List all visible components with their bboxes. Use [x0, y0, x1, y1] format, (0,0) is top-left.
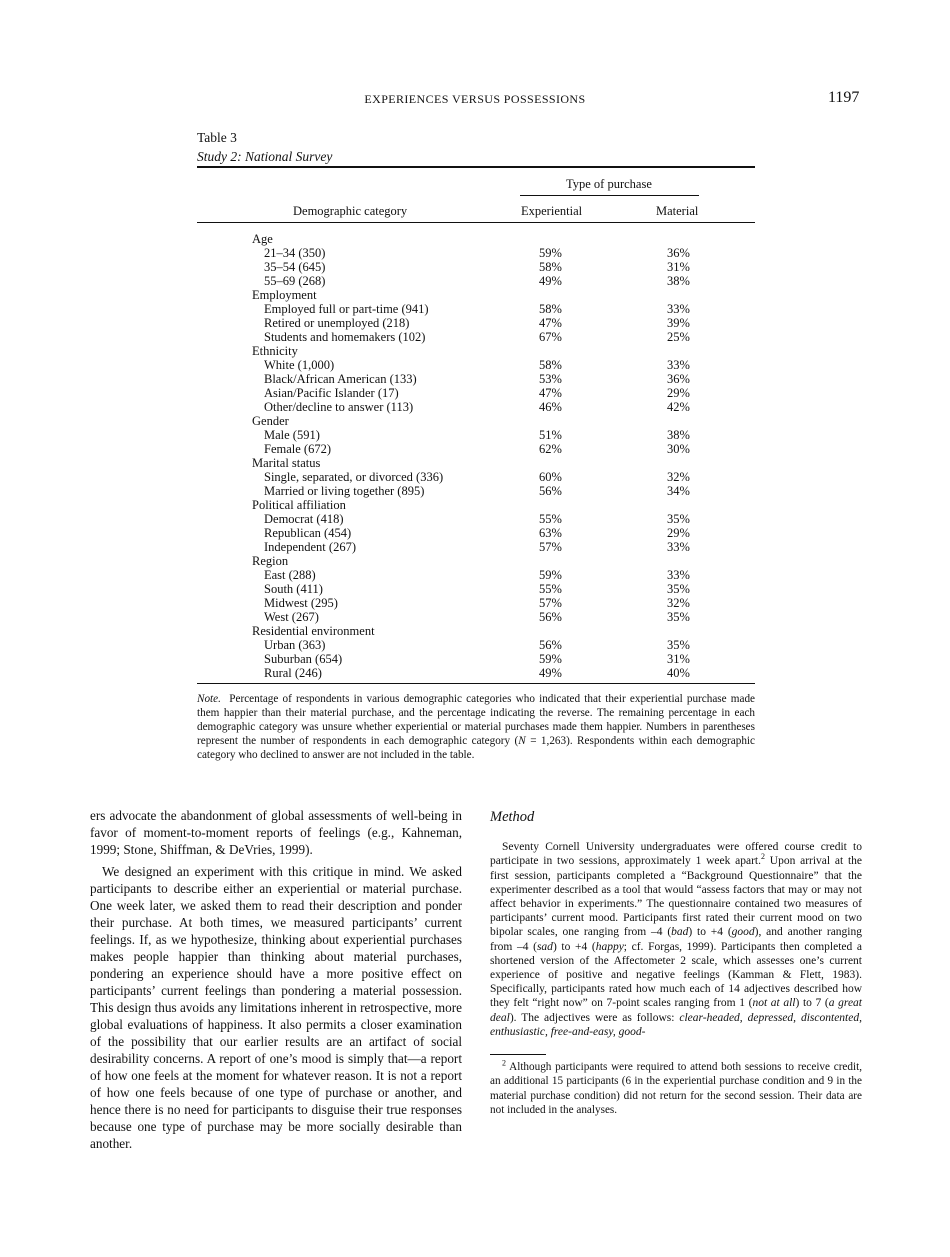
- table-row: [0, 386, 950, 400]
- table-row: [0, 316, 950, 330]
- table-row: [0, 666, 950, 680]
- method-italic: bad: [671, 926, 689, 939]
- experiential-value: 49%: [539, 666, 562, 680]
- material-value: 31%: [667, 652, 690, 666]
- row-label: 35–54 (645): [264, 260, 326, 274]
- table-label: Table 3: [197, 130, 237, 145]
- method-paragraph: [490, 840, 862, 1039]
- category-label: Region: [252, 554, 289, 568]
- table-row: [0, 330, 950, 344]
- category-row: [0, 554, 950, 568]
- method-text: ) to 7 (: [795, 997, 829, 1010]
- note-n-symbol: N: [518, 734, 526, 747]
- table-bottom-rule: [197, 683, 755, 684]
- method-text: ), and another ranging from –4 (: [490, 926, 863, 953]
- method-italic: happy: [595, 940, 624, 953]
- material-value: 32%: [667, 470, 690, 484]
- experiential-value: 55%: [539, 512, 562, 526]
- row-label: Other/decline to answer (113): [264, 400, 414, 414]
- row-label: Female (672): [264, 442, 331, 456]
- category-label: Political affiliation: [252, 498, 346, 512]
- experiential-value: 51%: [539, 428, 562, 442]
- experiential-value: 63%: [539, 526, 562, 540]
- table-row: [0, 372, 950, 386]
- material-value: 33%: [667, 568, 690, 582]
- row-label: Urban (363): [264, 638, 326, 652]
- material-value: 40%: [667, 666, 690, 680]
- experiential-value: 47%: [539, 386, 562, 400]
- material-value: 33%: [667, 358, 690, 372]
- method-text: ). The adjectives were as follows:: [509, 1011, 680, 1024]
- experiential-value: 53%: [539, 372, 562, 386]
- table-row: [0, 358, 950, 372]
- table-top-rule: [197, 166, 755, 168]
- category-label: Gender: [252, 414, 289, 428]
- experiential-value: 49%: [539, 274, 562, 288]
- material-value: 35%: [667, 638, 690, 652]
- material-value: 35%: [667, 610, 690, 624]
- page-number: 1197: [828, 89, 860, 106]
- experiential-value: 62%: [539, 442, 562, 456]
- table-row: [0, 274, 950, 288]
- table-row: [0, 540, 950, 554]
- method-text: ) to +4 (: [552, 940, 596, 953]
- material-value: 38%: [667, 274, 690, 288]
- footnote-number: 2: [502, 1058, 506, 1068]
- material-value: 30%: [667, 442, 690, 456]
- table-row: [0, 512, 950, 526]
- table-row: [0, 246, 950, 260]
- table-row: [0, 260, 950, 274]
- material-value: 33%: [667, 302, 690, 316]
- header-demographic-category: Demographic category: [293, 204, 408, 218]
- row-label: Single, separated, or divorced (336): [264, 470, 444, 484]
- experiential-value: 67%: [539, 330, 562, 344]
- experiential-value: 56%: [539, 484, 562, 498]
- header-spanner-rule: [520, 195, 699, 196]
- footnote: [490, 1060, 862, 1118]
- material-value: 33%: [667, 540, 690, 554]
- experiential-value: 58%: [539, 358, 562, 372]
- row-label: Male (591): [264, 428, 320, 442]
- row-label: Black/African American (133): [264, 372, 417, 386]
- material-value: 29%: [667, 386, 690, 400]
- material-value: 38%: [667, 428, 690, 442]
- category-row: [0, 232, 950, 246]
- note-label: Note.: [197, 693, 221, 705]
- experiential-value: 56%: [539, 638, 562, 652]
- material-value: 39%: [667, 316, 690, 330]
- category-row: [0, 624, 950, 638]
- row-label: White (1,000): [264, 358, 335, 372]
- category-row: [0, 498, 950, 512]
- category-row: [0, 288, 950, 302]
- category-row: [0, 344, 950, 358]
- experiential-value: 58%: [539, 260, 562, 274]
- experiential-value: 59%: [539, 246, 562, 260]
- row-label: Rural (246): [264, 666, 322, 680]
- table-row: [0, 442, 950, 456]
- experiential-value: 55%: [539, 582, 562, 596]
- experiential-value: 47%: [539, 316, 562, 330]
- table-row: [0, 596, 950, 610]
- table-row: [0, 302, 950, 316]
- method-text: ) to +4 (: [688, 926, 732, 939]
- row-label: Democrat (418): [264, 512, 344, 526]
- row-label: Students and homemakers (102): [264, 330, 426, 344]
- method-italic: a great deal: [490, 997, 862, 1024]
- experiential-value: 59%: [539, 568, 562, 582]
- material-value: 42%: [667, 400, 690, 414]
- row-label: Asian/Pacific Islander (17): [264, 386, 399, 400]
- note-text-1: Percentage of respondents in various demographic categories who indicated that their experiential purchase made them happier than their material purchase, and the percentage indicating the reverse. The remaining percentage in each demographic category was unsure whether experiential or material purchases made them happier. Numbers in parentheses represent the number of respondents in each demographic category (: [197, 693, 756, 747]
- footnote-rule: [490, 1054, 546, 1055]
- row-label: Midwest (295): [264, 596, 338, 610]
- table-row: [0, 568, 950, 582]
- experiential-value: 60%: [539, 470, 562, 484]
- table-title: [197, 128, 332, 166]
- experiential-value: 59%: [539, 652, 562, 666]
- table-row: [0, 652, 950, 666]
- row-label: Independent (267): [264, 540, 356, 554]
- table-row: [0, 638, 950, 652]
- table-row: [0, 470, 950, 484]
- category-label: Marital status: [252, 456, 321, 470]
- material-value: 36%: [667, 246, 690, 260]
- material-value: 34%: [667, 484, 690, 498]
- category-label: Employment: [252, 288, 317, 302]
- header-bottom-rule: [197, 222, 755, 223]
- table-note: [197, 693, 755, 763]
- header-material: Material: [656, 204, 699, 218]
- experiential-value: 58%: [539, 302, 562, 316]
- table-row: [0, 484, 950, 498]
- method-adjectives: clear-headed, depressed, discontented, enthusiastic, free-and-easy, good-: [490, 1011, 862, 1038]
- running-head: EXPERIENCES VERSUS POSSESSIONS: [364, 92, 586, 106]
- row-label: West (267): [264, 610, 319, 624]
- table-subtitle: Study 2: National Survey: [197, 149, 333, 164]
- category-row: [0, 456, 950, 470]
- footnote-text: Although participants were required to attend both sessions to receive credit, an additional 15 participants (6 in the experiential purchase condition and 9 in the material purchase condition) did not return for the second session. Their data are not included in the analyses.: [490, 1061, 862, 1117]
- experiential-value: 56%: [539, 610, 562, 624]
- header-experiential: Experiential: [521, 204, 583, 218]
- material-value: 35%: [667, 582, 690, 596]
- row-label: Suburban (654): [264, 652, 343, 666]
- row-label: Retired or unemployed (218): [264, 316, 410, 330]
- method-italic: good: [731, 926, 755, 939]
- method-text: ; cf. Forgas, 1999). Participants then completed a shortened version of the Affectometer 2 scale, which assesses one’s current experience of positive and negative feelings (Kamman & Flett, 1983). Specifically, participants rated how much each of 14 adjectives described how they felt “right now” on 7-point scales ranging from 1 (: [490, 940, 863, 1010]
- row-label: Republican (454): [264, 526, 352, 540]
- experiential-value: 57%: [539, 596, 562, 610]
- material-value: 29%: [667, 526, 690, 540]
- table-row: [0, 582, 950, 596]
- row-label: East (288): [264, 568, 316, 582]
- category-row: [0, 414, 950, 428]
- method-italic: sad: [536, 940, 553, 953]
- table-row: [0, 610, 950, 624]
- category-label: Ethnicity: [252, 344, 298, 358]
- material-value: 32%: [667, 596, 690, 610]
- table-row: [0, 526, 950, 540]
- category-label: Residential environment: [252, 624, 375, 638]
- row-label: 21–34 (350): [264, 246, 326, 260]
- method-italic: not at all: [752, 997, 796, 1010]
- experiential-value: 57%: [539, 540, 562, 554]
- table-row: [0, 428, 950, 442]
- row-label: 55–69 (268): [264, 274, 326, 288]
- experiential-value: 46%: [539, 400, 562, 414]
- method-text: Seventy Cornell University undergraduates were offered course credit to participate in two sessions, approximately 1 week apart.: [490, 841, 862, 868]
- header-type-of-purchase: Type of purchase: [566, 177, 652, 191]
- row-label: Employed full or part-time (941): [264, 302, 429, 316]
- category-label: Age: [252, 232, 273, 246]
- row-label: Married or living together (895): [264, 484, 425, 498]
- material-value: 25%: [667, 330, 690, 344]
- note-text-2: = 1,263). Respondents within each demographic category who declined to answer are not included in the table.: [197, 734, 755, 761]
- row-label: South (411): [264, 582, 323, 596]
- method-text: Upon arrival at the first session, participants completed a “Background Questionnaire” that the experimenter described as a tool that would “assess factors that may or may not affect behavior in experiments.” The questionnaire contained two measures of participants’ current mood. Participants first rated their current mood on two bipolar scales, one ranging from –4 (: [490, 855, 862, 939]
- material-value: 35%: [667, 512, 690, 526]
- table-row: [0, 400, 950, 414]
- body-paragraph: ers advocate the abandonment of global assessments of well-being in favor of moment-to-moment reports of feelings (e.g., Kahneman, 1999; Stone, Shiffman, & DeVries, 1999).: [90, 808, 462, 857]
- right-column: [490, 810, 862, 1039]
- material-value: 36%: [667, 372, 690, 386]
- body-paragraph: We designed an experiment with this critique in mind. We asked participants to describe either an experiential or material purchase. One week later, we asked them to read their description and ponder their purchase. At both times, we measured participants’ current feelings. If, as we hypothesize, thinking about experiential purchases makes people happier than thinking about material purchases, pondering an experience should have a more positive effect on participants’ current feelings than pondering a material possession. This design thus avoids any limitations inherent in retrospective, more global evaluations of happiness. It also permits a closer examination of the possibility that our earlier results are an artifact of social desirability concerns. A report of one’s mood is simply that—a report of how one feels at the moment for whatever reason. It is not a report of how one feels because of one type of purchase or another, and hence there is no need for participants to disguise their true responses because one type of purchase may be more socially desirable than another.: [90, 864, 462, 1151]
- left-column: [90, 807, 462, 1152]
- section-heading-method: Method: [490, 809, 535, 825]
- footnote-marker: 2: [761, 852, 765, 862]
- material-value: 31%: [667, 260, 690, 274]
